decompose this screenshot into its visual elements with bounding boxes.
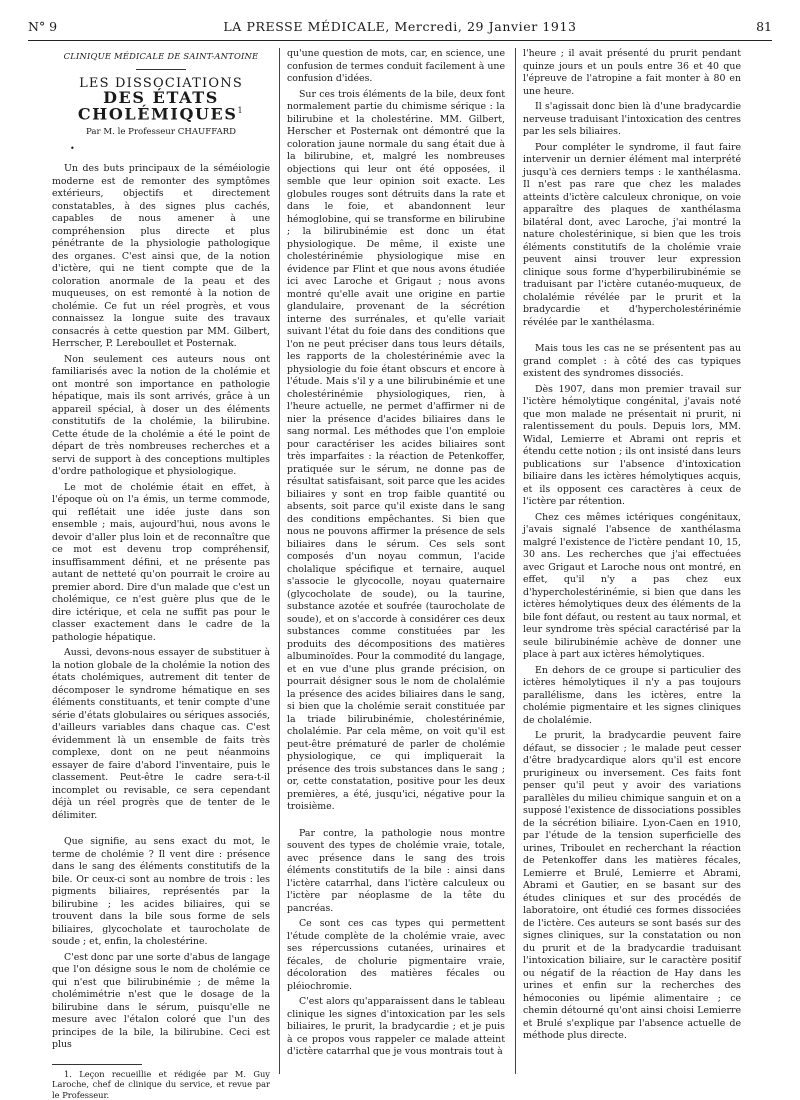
ornament-bullet: • [70, 143, 75, 153]
paragraph: qu'une question de mots, car, en science, une confusion de termes conduit facilement à une confusion d'idées. [287, 48, 505, 84]
paragraph: Le prurit, la bradycardie peuvent faire défaut, se dissocier ; le malade peut cesser d'être bradycardique alors qu'il est encore prurigineux ou inversement. Ces faits font penser qu'il peut y avoir des variations parallèles du milieu chimique sanguin et on a supposé l'existence de dissociations possibles de la sécrétion biliaire. Lyon-Caen en 1910, par l'étude de la tension superficielle des urines, Triboulet en recherchant la réaction de Petenkoffer dans les matières fécales, Lemierre et Brulé, Lemierre et Abrami, Abrami et Gautier, en se basant sur des études cliniques et sur des procédés de laboratoire, ont étudié ces formes dissociées de l'ictère. Ces auteurs se sont basés sur des signes cliniques, sur la constatation ou non du prurit et de la bradycardie traduisant l'intoxication biliaire, sur le caractère positif ou négatif de la réaction de Hay dans les urines et enfin sur la recherches des hémoconies ou lipémie alimentaire ; ce chemin détourné qu'ont ainsi choisi Lemierre et Brulé s'explique par l'absence actuelle de méthode plus directe. [523, 730, 741, 1041]
paragraph: Le mot de cholémie était en effet, à l'époque où on l'a émis, un terme commode, qui reflétait une idée juste dans son ensemble ; mais, aujourd'hui, nous avons le devoir d'aller plus loin et de reconnaître que ce mot est devenu trop compréhensif, insuffisamment défini, et ne présente pas autant de netteté qu'on pourrait le croire au premier abord. Dire d'un malade que c'est un cholémique, ce n'est guère plus que de le dire ictérique, et cela ne suffit pas pour le classer exactement dans le cadre de la pathologie hépatique. [52, 481, 270, 643]
journal-title: LA PRESSE MÉDICALE, Mercredi, 29 Janvier 1913 [223, 19, 577, 34]
column-1 [52, 48, 270, 1100]
paragraph: Un des buts principaux de la séméiologie moderne est de remonter des symptômes extérieurs, objectifs et directement constatables, à des signes plus cachés, capables de nous amener à une compréhension plus directe et plus pénétrante de la physiologie pathologique des organes. C'est ainsi que, de la notion d'ictère, qui ne tient compte que de la coloration anormale de la peau et des muqueuses, on est remonté à la notion de cholémie. Ce fut un réel progrès, et vous connaissez la longue suite des travaux consacrés à cette question par MM. Gilbert, Herrscher, P. Lereboullet et Posternak. [52, 163, 270, 350]
paragraph: Sur ces trois éléments de la bile, deux font normalement partie du chimisme sérique : la bilirubine et la cholestérine. MM. Gilbert, Herscher et Posternak ont démontré que la coloration jaune normale du sang était due à la bilirubine, et, malgré les nombreuses objections qui leur ont été opposées, il semble que leur opinion soit exacte. Les globules rouges sont détruits dans la rate et dans le foie, et abandonnent leur hémoglobine, qui se transforme en bilirubine ; la bilirubinémie est donc un état physiologique. De même, il existe une cholestérinémie physiologique mise en évidence par Flint et que nous avons étudiée ici avec Laroche et Grigaut ; nous avons montré qu'elle avait une origine en partie glandulaire, provenant de la sécrétion interne des surrénales, et qu'elle variait suivant l'état du foie dans des conditions que l'on ne peut préciser dans tous leurs détails, les rapports de la cholestérinémie avec la physiologie du foie étant obscurs et encore à l'étude. Mais s'il y a une bilirubinémie et une cholestérinémie physiologiques, rien, à l'heure actuelle, ne permet d'affirmer ni de nier la présence d'acides biliaires dans le sang normal. Les méthodes que l'on emploie pour caractériser les acides biliaires sont très imparfaites : la réaction de Petenkoffer, pratiquée sur le sérum, ne donne pas de résultat satisfaisant, soit parce que les acides biliaires y sont en trop faible quantité ou absents, soit parce qu'il existe dans le sang des conditions empêchantes. Si bien que nous ne pouvons affirmer la présence de sels biliaires dans le sérum. Ces sels sont composés d'un noyau commun, l'acide cholalique spécifique et ternaire, auquel s'associe le glycocolle, noyau quaternaire (glycocholate de soude), ou la taurine, substance azotée et soufrée (taurocholate de soude), et on s'accorde à considérer ces deux substances comme constituées par les produits des décompositions des matières albuminoïdes. Pour la commodité du langage, et en vue d'une plus grande précision, on pourrait désigner sous le nom de cholalémie la présence des acides biliaires dans le sang, si bien que la cholémie serait constituée par la triade bilirubinémie, cholestérinémie, cholalémie. Par cela même, on voit qu'il est peut-être prématuré de parler de cholémie physiologique, ce qui impliquerait la présence des trois substances dans le sang ; or, cette constatation, positive pour les deux premières, a été, jusqu'ici, négative pour la troisième. [287, 88, 505, 812]
paragraph: l'heure ; il avait présenté du prurit pendant quinze jours et un pouls entre 36 et 40 que l'épreuve de l'atropine a fait monter à 80 en une heure. [523, 48, 741, 97]
title-footnote-marker: 1 [237, 105, 245, 115]
column-divider [279, 48, 280, 1074]
article-author: Par M. le Professeur CHAUFFARD [85, 127, 237, 138]
column-divider [515, 48, 516, 1074]
paragraph: Par contre, la pathologie nous montre souvent des types de cholémie vraie, totale, avec présence dans le sang des trois éléments constitutifs de la bile : ainsi dans l'ictère catarrhal, dans l'ictère calculeux ou l'ictère par néoplasme de la tête du pancréas. [287, 827, 505, 914]
paragraph: En dehors de ce groupe si particulier des ictères hémolytiques il n'y a pas toujours parallélisme, dans les ictères, entre la cholémie pigmentaire et les signes cliniques de cholalémie. [523, 664, 741, 726]
column-2 [287, 48, 505, 1076]
paragraph: Ce sont ces cas types qui permettent l'étude complète de la cholémie vraie, avec ses répercussions cutanées, urinaires et fécales, de cholurie pigmentaire vraie, décoloration des matières fécales ou pléiochromie. [287, 918, 505, 992]
clinic-heading: CLINIQUE MÉDICALE DE SAINT-ANTOINE [63, 51, 259, 61]
paragraph: Pour compléter le syndrome, il faut faire intervenir un dernier élément mal interprété jusqu'à ces derniers temps : le xanthélasma. Il n'est pas rare que chez les malades atteints d'ictère calculeux chronique, on voie apparaître des plaques de xanthélasma bilatéral dont, avec Laroche, j'ai montré la nature cholestérinique, si bien que les trois éléments constitutifs de la cholémie vraie peuvent ainsi trouver leur expression clinique sous forme d'hyperbilirubinémie se traduisant par l'ictère cutanéo-muqueux, de cholalémie révélée par le prurit et la bradycardie et d'hypercholestérinémie révélée par le xanthélasma. [523, 141, 741, 328]
column-3 [523, 48, 741, 1076]
paragraph: C'est donc par une sorte d'abus de langage que l'on désigne sous le nom de cholémie ce qui n'est que bilirubinémie ; de même la cholémimétrie n'est que le dosage de la bilirubine dans le sérum, puisqu'elle ne mesure avec l'étalon coloré que l'un des principes de la bile, la bilirubine. Ceci est plus [52, 951, 270, 1051]
paragraph: Non seulement ces auteurs nous ont familiarisés avec la notion de la cholémie et ont montré son importance en pathologie hépatique, mais ils sont arrivés, grâce à un appareil spécial, à doser un des éléments constitutifs de la cholémie, la bilirubine. Cette étude de la cholémie a été le point de départ de très nombreuses recherches et a servi de support à des conceptions multiples d'ordre pathologique et physiologique. [52, 353, 270, 478]
paragraph: Il s'agissait donc bien là d'une bradycardie nerveuse traduisant l'intoxication des centres par les sels biliaires. [523, 101, 741, 137]
paragraph: Chez ces mêmes ictériques congénitaux, j'avais signalé l'absence de xanthélasma malgré l'existence de l'ictère pendant 10, 15, 30 ans. Les recherches que j'ai effectuées avec Grigaut et Laroche nous ont montré, en effet, qu'il n'y a pas chez eux d'hypercholestérinémie, si bien que dans les ictères hémolytiques deux des éléments de la bile font défaut, ou restent au taux normal, et leur syndrome très spécial caractérisé par la seule bilirubinémie achève de donner une place à part aux ictères hémolytiques. [523, 511, 741, 660]
article-title-text: DES ÉTATS CHOLÉMIQUES [77, 88, 238, 123]
header-rule [28, 40, 772, 41]
paragraph: Mais tous les cas ne se présentent pas au grand complet : à côté des cas typiques existent des syndromes dissociés. [523, 343, 741, 379]
heading-rule [136, 69, 186, 70]
issue-number: N° 9 [28, 19, 58, 34]
paragraph: C'est alors qu'apparaissent dans le tableau clinique les signes d'intoxication par les sels biliaires, le prurit, la bradycardie ; et je puis à ce propos vous rappeler ce malade atteint d'ictère catarrhal que je vous montrais tout à [287, 996, 505, 1057]
article-title-line2 [52, 88, 270, 123]
footnote-rule [52, 1064, 142, 1065]
paragraph: Que signifie, au sens exact du mot, le terme de cholémie ? Il vent dire : présence dans le sang des éléments constitutifs de la bile. Or ceux-ci sont au nombre de trois : les pigments biliaires, représentés par la bilirubine ; les acides biliaires, qui se trouvent dans la bile sous forme de sels biliaires, glycocholate et taurocholate de soude ; et, enfin, la cholestérine. [52, 836, 270, 948]
paragraph: Dès 1907, dans mon premier travail sur l'ictère hémolytique congénital, j'avais noté que mon malade ne présentait ni prurit, ni ralentissement du pouls. Depuis lors, MM. Widal, Lemierre et Abrami ont repris et étendu cette notion ; ils ont insisté dans leurs publications sur l'absence d'intoxication biliaire dans les ictères hémolytiques acquis, et ils opposent ces caractères à ceux de l'ictère par rétention. [523, 383, 741, 507]
paragraph: Aussi, devons-nous essayer de substituer à la notion globale de la cholémie la notion des états cholémiques, autrement dit tenter de décomposer le syndrome hématique en ses éléments constituants, et tenir compte d'une série d'états globulaires ou sériques associés, d'ailleurs variables dans chaque cas. C'est évidemment là un ensemble de faits très complexe, dont on ne peut néanmoins essayer de faire d'abord l'inventaire, puis le classement. Peut-être le cadre sera-t-il incomplet ou revisable, ce sera cependant déjà un réel progrès que de tenter de le délimiter. [52, 647, 270, 821]
page-number: 81 [756, 19, 772, 34]
footnote: 1. Leçon recueillie et rédigée par M. Guy Laroche, chef de clinique du service, et revue par le Professeur. [52, 1068, 270, 1100]
article-title-line1: LES DISSOCIATIONS [79, 75, 243, 91]
page-header [28, 18, 772, 36]
